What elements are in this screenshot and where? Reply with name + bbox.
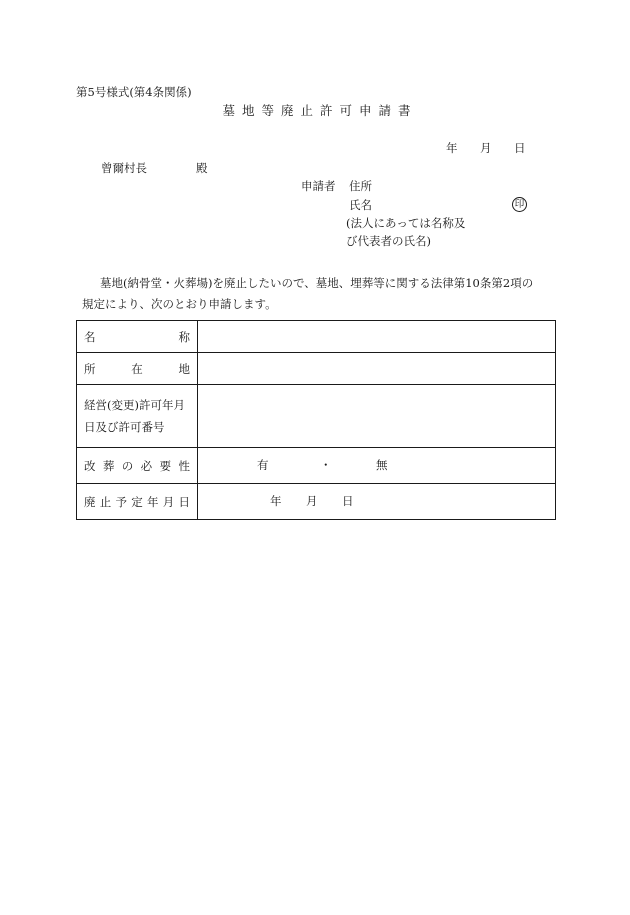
table-row-name xyxy=(77,321,556,353)
table-row-permit xyxy=(77,385,556,448)
name-value-cell[interactable] xyxy=(198,321,556,353)
abolish-month-label: 月 xyxy=(306,494,318,508)
document-title-text: 墓地等廃止許可申請書 xyxy=(222,103,418,118)
reburial-label-cell xyxy=(77,448,198,484)
location-value-cell[interactable] xyxy=(198,353,556,385)
permit-field-label-line1: 経営(変更)許可年月 xyxy=(84,398,185,412)
abolish-date-cell[interactable] xyxy=(198,484,556,520)
location-field-label: 所 在 地 xyxy=(84,361,190,376)
seal-mark: 印 xyxy=(512,197,527,212)
location-label-cell xyxy=(77,353,198,385)
reburial-separator: ・ xyxy=(320,458,332,472)
permit-label-cell xyxy=(77,385,198,448)
corporate-note-line2: び代表者の氏名) xyxy=(346,234,431,248)
table-row-location xyxy=(77,353,556,385)
abolish-day-label: 日 xyxy=(342,494,354,508)
reburial-yes-option[interactable]: 有 xyxy=(257,458,269,472)
honorific: 殿 xyxy=(196,161,208,175)
corporate-note-line1: (法人にあっては名称及 xyxy=(346,216,466,230)
name-field-label: 名 称 xyxy=(84,329,190,344)
reburial-no-option[interactable]: 無 xyxy=(376,458,388,472)
application-table xyxy=(76,320,556,520)
date-month-label: 月 xyxy=(480,141,492,155)
permit-value-cell[interactable] xyxy=(198,385,556,448)
date-day-label: 日 xyxy=(514,141,526,155)
body-text-line1: 墓地(納骨堂・火葬場)を廃止したいので、墓地、埋葬等に関する法律第10条第2項の xyxy=(100,276,534,290)
date-year-label: 年 xyxy=(446,141,458,155)
applicant-label: 申請者 xyxy=(301,179,336,193)
addressee: 曾爾村長 xyxy=(101,161,147,175)
abolish-field-label: 廃 止 予 定 年 月 日 xyxy=(84,494,190,509)
table-row-abolish-date xyxy=(77,484,556,520)
table-row-reburial xyxy=(77,448,556,484)
abolish-year-label: 年 xyxy=(270,494,282,508)
reburial-value-cell[interactable] xyxy=(198,448,556,484)
address-label: 住所 xyxy=(349,179,372,193)
abolish-label-cell xyxy=(77,484,198,520)
permit-field-label-line2: 日及び許可番号 xyxy=(84,420,165,434)
body-text-line2: 規定により、次のとおり申請します。 xyxy=(82,297,277,311)
reburial-field-label: 改 葬 の 必 要 性 xyxy=(84,458,190,473)
form-number: 第5号様式(第4条関係) xyxy=(76,85,192,99)
name-label: 氏名 xyxy=(349,198,372,212)
document-title xyxy=(0,105,630,118)
name-label-cell xyxy=(77,321,198,353)
